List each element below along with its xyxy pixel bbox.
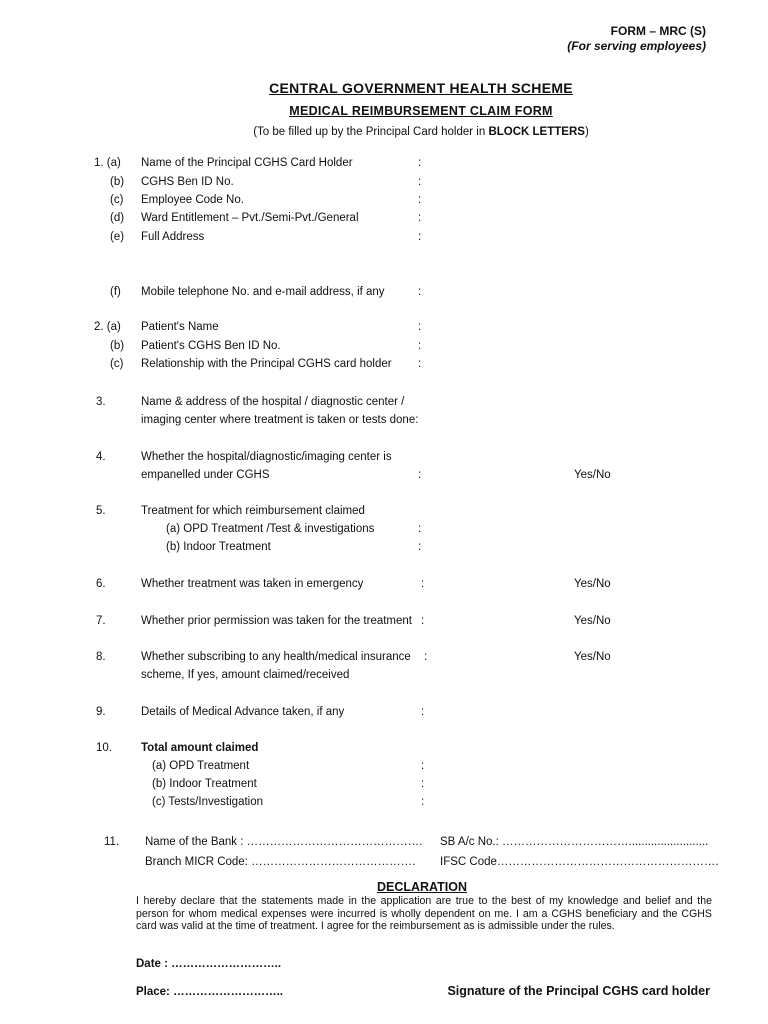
date-field: Date : ………………………..	[136, 958, 282, 970]
item-5-number: 5.	[96, 505, 106, 517]
item-10a-colon: :	[421, 760, 425, 772]
item-1b-number: (b)	[110, 176, 125, 188]
item-10-number: 10.	[96, 742, 112, 754]
declaration-text: I hereby declare that the statements made in the application are true to the best of my knowledge and belief and the person for whom medical expenses were incurred is wholly dependent on me. I am a CGHS beneficiary and the CGHS card was valid at the time of treatment. I agree for the reimbursement as is admissible under the rules.	[136, 895, 712, 932]
page-title: CENTRAL GOVERNMENT HEALTH SCHEME	[269, 80, 573, 96]
item-1c-number: (c)	[110, 194, 124, 206]
item-1d-number: (d)	[110, 212, 125, 224]
item-2a-colon: :	[418, 321, 422, 333]
item-1f-label: Mobile telephone No. and e-mail address, if any	[141, 286, 385, 298]
item-3-label-line1: Name & address of the hospital / diagnostic center /	[141, 396, 405, 408]
item-2a-label: Patient's Name	[141, 321, 219, 333]
item-1f-colon: :	[418, 286, 422, 298]
item-1b-colon: :	[418, 176, 422, 188]
item-6-colon: :	[421, 578, 425, 590]
item-10c-colon: :	[421, 796, 425, 808]
item-4-colon: :	[418, 469, 422, 481]
item-2b-colon: :	[418, 340, 422, 352]
form-subtitle: (For serving employees)	[567, 39, 706, 53]
item-1b-label: CGHS Ben ID No.	[141, 176, 234, 188]
item-10a-label: (a) OPD Treatment	[152, 760, 250, 772]
item-1a-label: Name of the Principal CGHS Card Holder	[141, 157, 353, 169]
item-7-label: Whether prior permission was taken for the treatment	[141, 615, 413, 627]
item-1e-label: Full Address	[141, 231, 205, 243]
instruction-line	[0, 126, 768, 138]
item-8-label-line2: scheme, If yes, amount claimed/received	[141, 669, 350, 681]
item-4-number: 4.	[96, 451, 106, 463]
item-6-label: Whether treatment was taken in emergency	[141, 578, 364, 590]
item-2c-colon: :	[418, 358, 422, 370]
item-1c-colon: :	[418, 194, 422, 206]
bank-name-field: Name of the Bank : ……………………………………….	[145, 836, 423, 848]
item-5a-label: (a) OPD Treatment /Test & investigations	[166, 523, 375, 535]
item-2a-number: 2. (a)	[94, 321, 121, 333]
micr-code-field: Branch MICR Code: …………………………………….	[145, 856, 416, 868]
item-1f-number: (f)	[110, 286, 121, 298]
sb-account-field: SB A/c No.: …………………………….........................	[440, 836, 709, 848]
item-6-number: 6.	[96, 578, 106, 590]
item-8-yes-no: Yes/No	[574, 651, 611, 663]
instruction-prefix: (To be filled up by the Principal Card holder in	[253, 126, 489, 138]
item-4-yes-no: Yes/No	[574, 469, 611, 481]
item-1a-number: 1. (a)	[94, 157, 121, 169]
item-1a-colon: :	[418, 157, 422, 169]
place-field: Place: ………………………..	[136, 986, 283, 998]
item-3-label-line2: imaging center where treatment is taken or tests done:	[141, 414, 419, 426]
item-9-number: 9.	[96, 706, 106, 718]
item-1e-number: (e)	[110, 231, 125, 243]
item-5b-label: (b) Indoor Treatment	[166, 541, 271, 553]
item-4-label-line1: Whether the hospital/diagnostic/imaging center is	[141, 451, 392, 463]
item-1d-colon: :	[418, 212, 422, 224]
signature-label: Signature of the Principal CGHS card holder	[447, 984, 710, 998]
item-8-number: 8.	[96, 651, 106, 663]
instruction-suffix: )	[584, 126, 589, 138]
item-7-yes-no: Yes/No	[574, 615, 611, 627]
item-8-label-line1: Whether subscribing to any health/medical insurance	[141, 651, 411, 663]
item-10c-label: (c) Tests/Investigation	[152, 796, 264, 808]
item-10b-label: (b) Indoor Treatment	[152, 778, 257, 790]
item-3-number: 3.	[96, 396, 106, 408]
form-code: FORM – MRC (S)	[610, 24, 706, 38]
instruction-emphasis: BLOCK LETTERS	[488, 126, 585, 138]
item-5b-colon: :	[418, 541, 422, 553]
item-1c-label: Employee Code No.	[141, 194, 244, 206]
item-11-number: 11.	[104, 836, 120, 848]
item-5-title: Treatment for which reimbursement claimed	[141, 505, 365, 517]
item-2b-label: Patient's CGHS Ben ID No.	[141, 340, 281, 352]
ifsc-code-field: IFSC Code………………………………………………….	[440, 856, 719, 868]
item-1d-label: Ward Entitlement – Pvt./Semi-Pvt./General	[141, 212, 359, 224]
item-2c-number: (c)	[110, 358, 124, 370]
item-4-label-line2: empanelled under CGHS	[141, 469, 270, 481]
item-10-title: Total amount claimed	[141, 742, 259, 754]
item-7-number: 7.	[96, 615, 106, 627]
item-2c-label: Relationship with the Principal CGHS card holder	[141, 358, 392, 370]
item-10b-colon: :	[421, 778, 425, 790]
form-subtitle-heading: MEDICAL REIMBURSEMENT CLAIM FORM	[289, 104, 553, 118]
item-7-colon: :	[421, 615, 425, 627]
item-1e-colon: :	[418, 231, 422, 243]
item-5a-colon: :	[418, 523, 422, 535]
item-2b-number: (b)	[110, 340, 125, 352]
declaration-heading: DECLARATION	[376, 880, 468, 894]
item-8-colon: :	[424, 651, 428, 663]
item-9-colon: :	[421, 706, 425, 718]
item-6-yes-no: Yes/No	[574, 578, 611, 590]
item-9-label: Details of Medical Advance taken, if any	[141, 706, 345, 718]
